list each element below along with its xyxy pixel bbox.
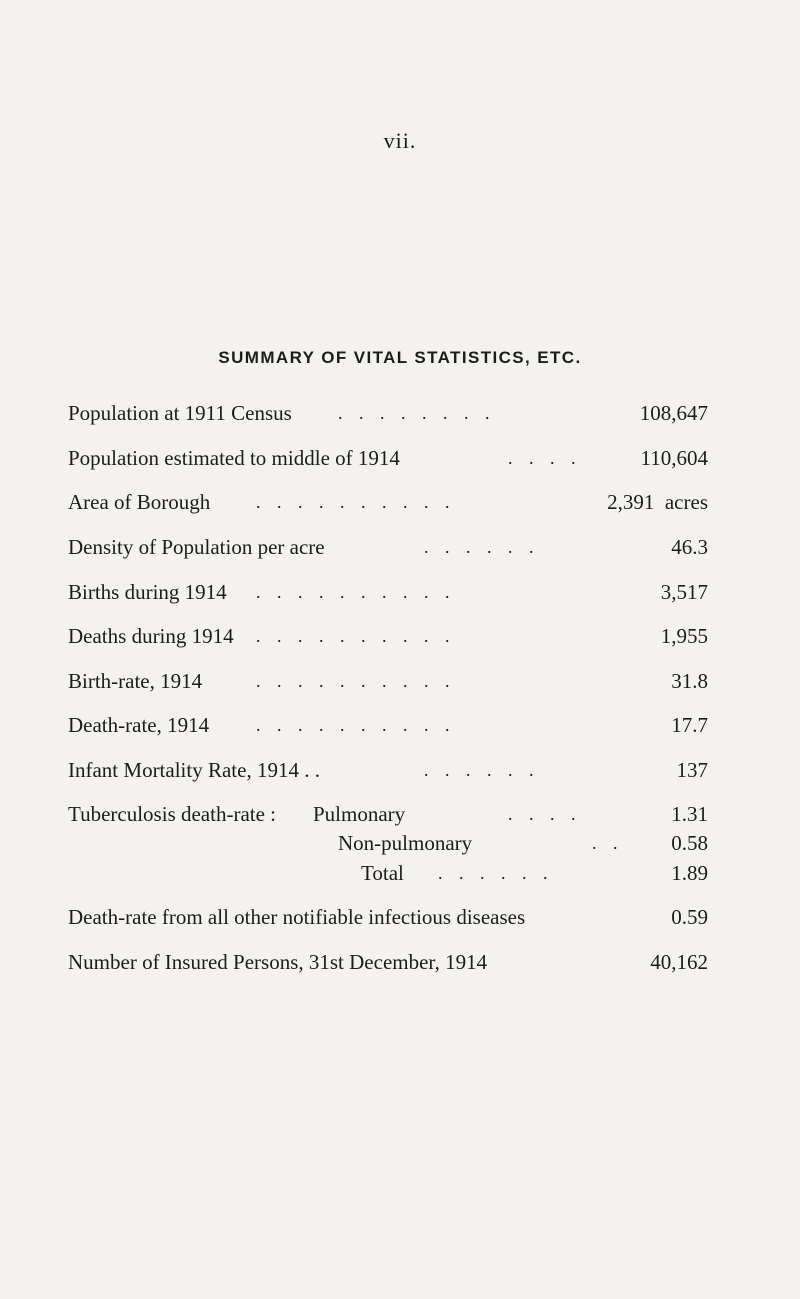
stat-row-population-estimated	[68, 443, 708, 473]
stat-value: 1.89	[671, 861, 708, 885]
stat-value: 31.8	[671, 669, 708, 693]
leader-dots: . . . . . . . . . .	[256, 582, 456, 602]
stat-value: 3,517	[660, 580, 708, 604]
stat-row-infant-mortality	[68, 755, 708, 785]
stat-value: 1,955	[660, 624, 708, 648]
leader-dots: . . . .	[508, 448, 582, 468]
tuberculosis-label: Tuberculosis death-rate :	[68, 802, 277, 826]
stat-row-other-infectious	[68, 902, 708, 932]
stat-label: Area of Borough	[68, 490, 211, 514]
stat-row-area	[68, 487, 708, 517]
stat-label: Birth-rate, 1914	[68, 669, 203, 693]
stat-label: Pulmonary	[313, 802, 406, 826]
stat-value: 0.58	[671, 831, 708, 855]
leader-dots: . . . . . .	[438, 863, 554, 883]
stat-label: Deaths during 1914	[68, 624, 234, 648]
stat-row-density	[68, 532, 708, 562]
stat-value: 137	[676, 758, 708, 782]
stat-value: 108,647	[639, 401, 708, 425]
stat-label: Death-rate, 1914	[68, 713, 210, 737]
page-title: SUMMARY OF VITAL STATISTICS, ETC.	[218, 348, 582, 367]
stat-label: Density of Population per acre	[68, 535, 325, 559]
stat-row-births	[68, 577, 708, 607]
stat-value: 110,604	[640, 446, 708, 470]
stat-value: 46.3	[671, 535, 708, 559]
stat-label: Total	[361, 861, 404, 885]
stat-value: 2,391 acres	[607, 490, 708, 514]
stat-row-death-rate	[68, 710, 708, 740]
leader-dots: . . . .	[508, 804, 582, 824]
stat-value: 1.31	[671, 802, 708, 826]
stat-label: Population estimated to middle of 1914	[68, 446, 400, 470]
stat-row-tuberculosis-non-pulmonary	[68, 828, 708, 858]
stat-label: Number of Insured Persons, 31st December, 1914	[68, 950, 488, 974]
leader-dots: . . . . . . . . . .	[256, 671, 456, 691]
leader-dots: . . . . . . . .	[338, 403, 496, 423]
stat-value: 17.7	[671, 713, 708, 737]
stat-label: Non-pulmonary	[338, 831, 473, 855]
stat-row-insured-persons	[68, 947, 708, 977]
stat-row-deaths	[68, 621, 708, 651]
stat-label: Population at 1911 Census	[68, 401, 292, 425]
leader-dots: . . . . . . . . . .	[256, 715, 456, 735]
page-number: vii.	[383, 128, 417, 153]
leader-dots: . . . . . .	[424, 760, 540, 780]
leader-dots: . . . . . . . . . .	[256, 626, 456, 646]
leader-dots: . . . . . .	[424, 537, 540, 557]
stat-row-population-census	[68, 398, 708, 428]
stat-label: Births during 1914	[68, 580, 227, 604]
stat-value: 0.59	[671, 905, 708, 929]
leader-dots: . .	[592, 833, 624, 853]
stat-row-tuberculosis-total	[68, 858, 708, 888]
stat-value: 40,162	[650, 950, 708, 974]
stat-label: Death-rate from all other notifiable infectious diseases	[68, 905, 526, 929]
stat-row-birth-rate	[68, 666, 708, 696]
stat-row-tuberculosis-pulmonary	[68, 799, 708, 829]
leader-dots: . . . . . . . . . .	[256, 492, 456, 512]
stat-label: Infant Mortality Rate, 1914 . .	[68, 758, 320, 782]
